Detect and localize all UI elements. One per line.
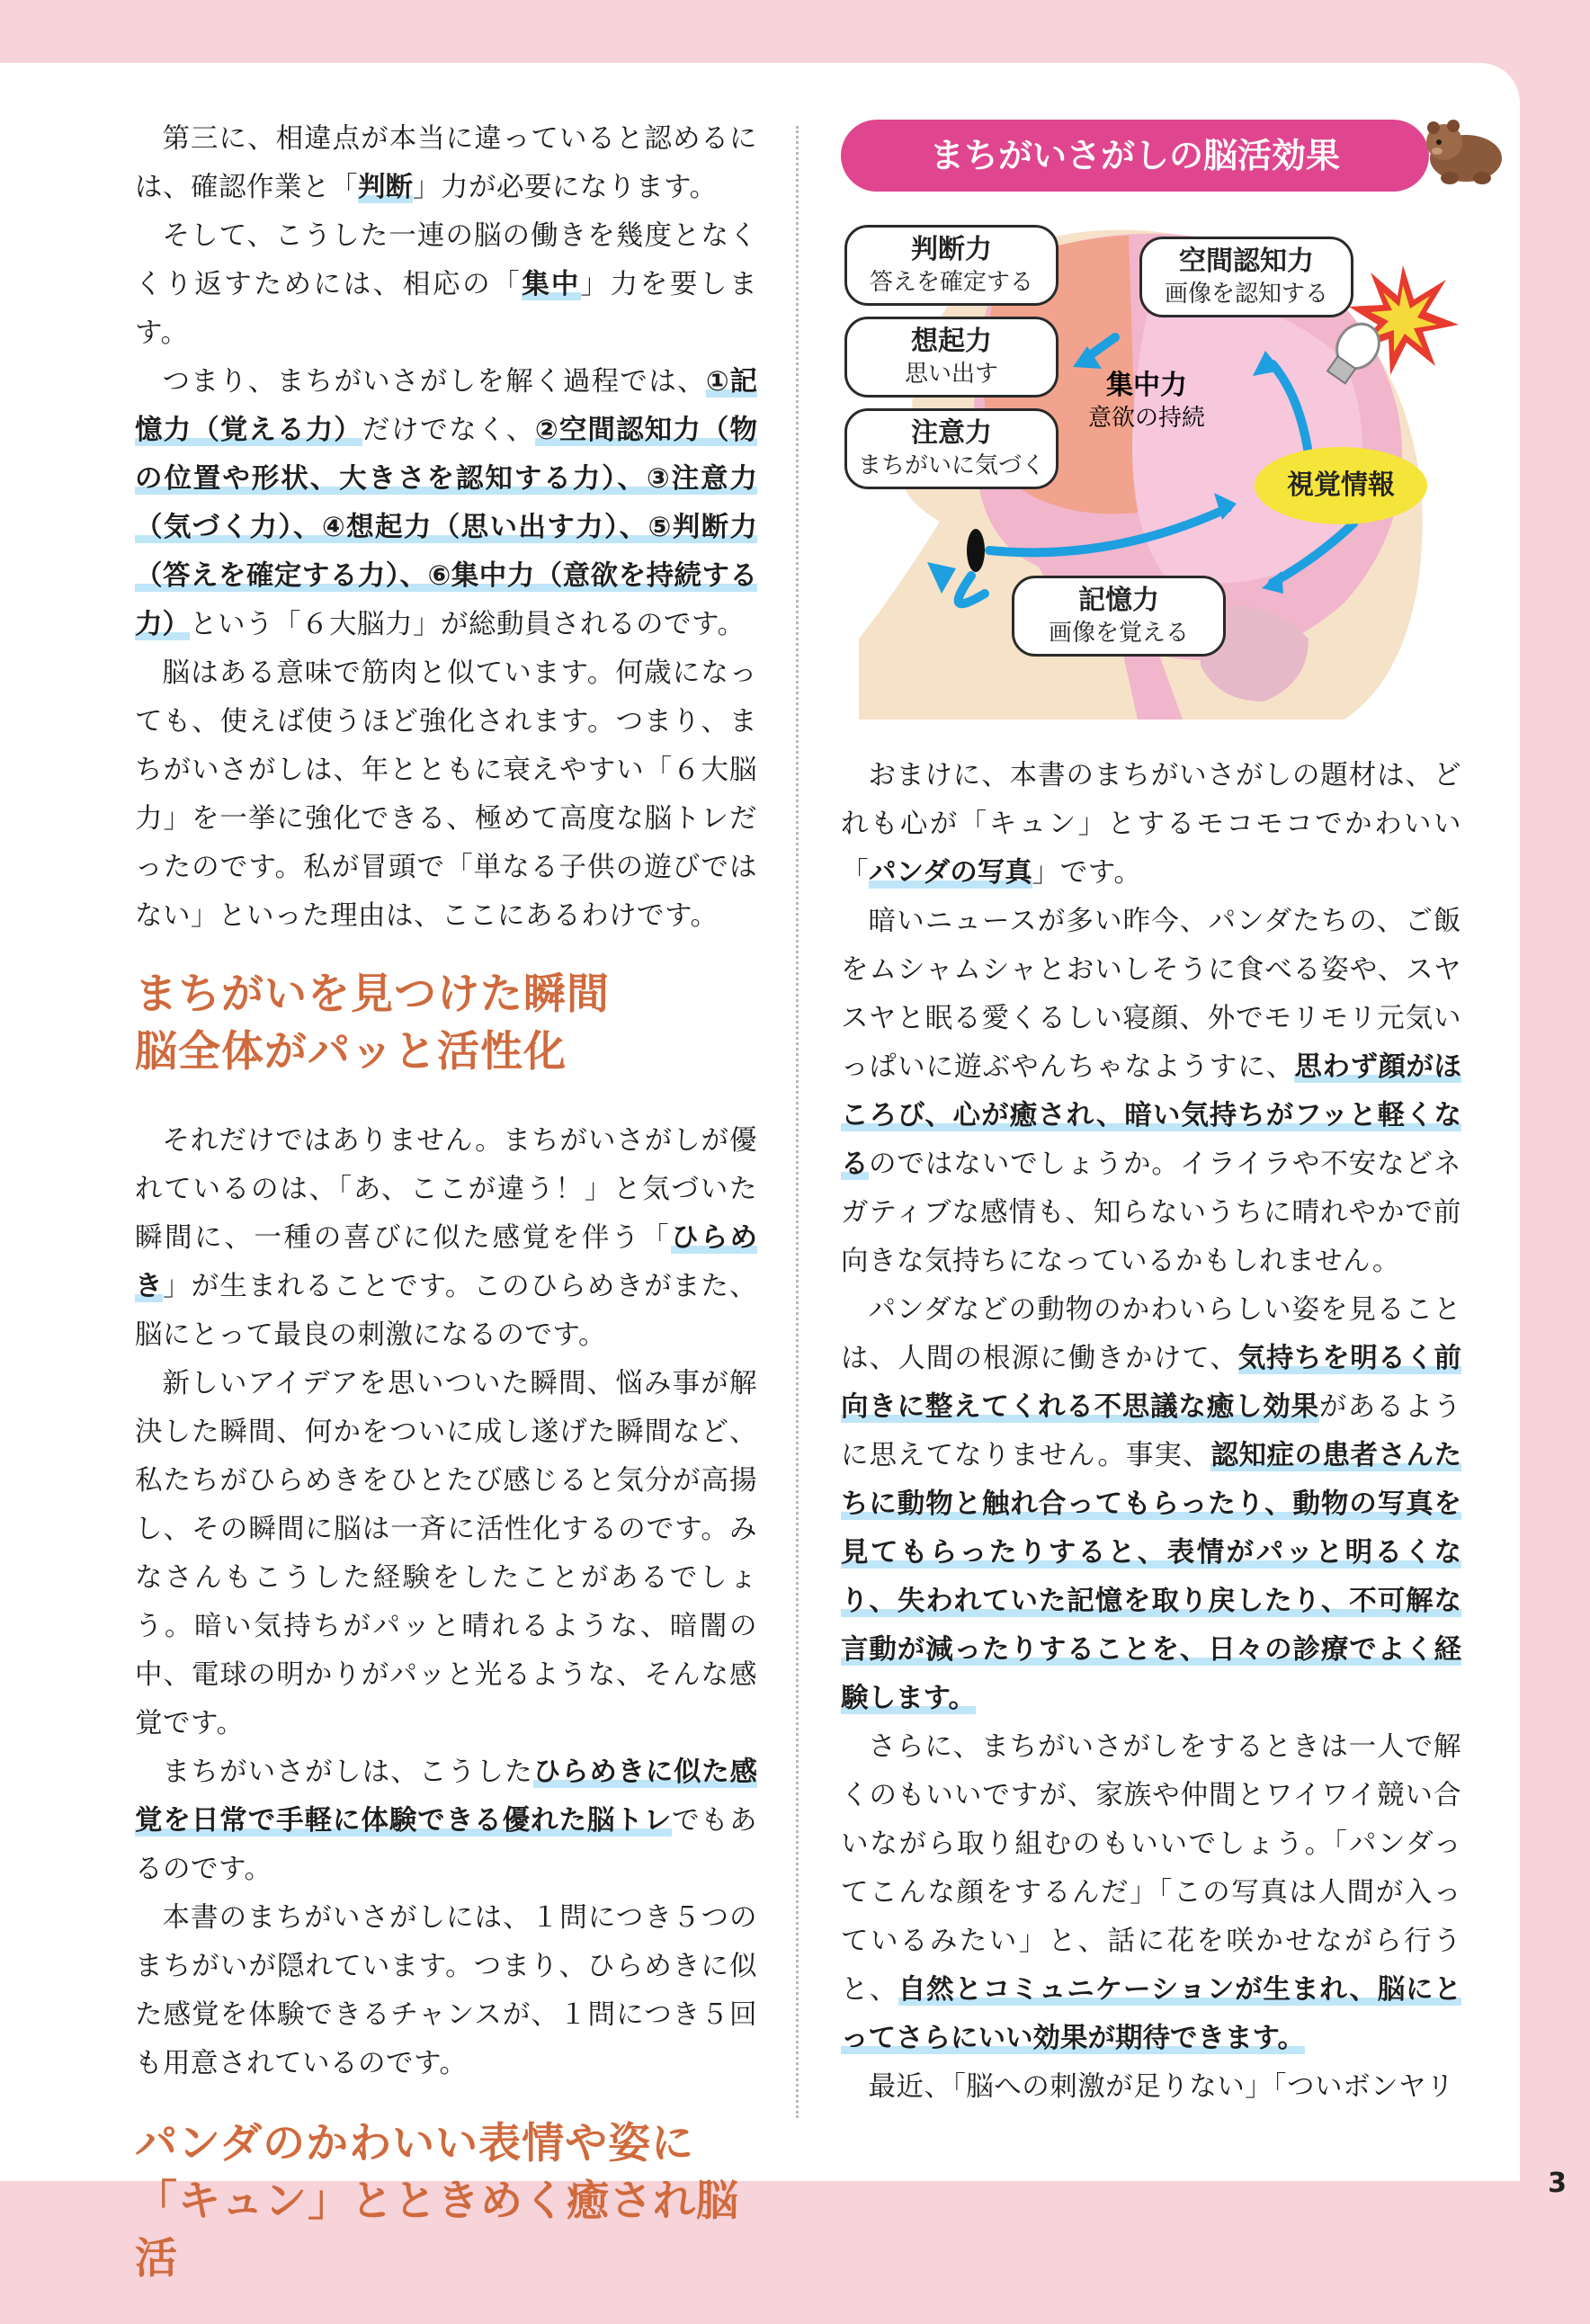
paragraph: 暗いニュースが多い昨今、パンダたちの、ご飯をムシャムシャとおいしそうに食べる姿や、スヤスヤと眠る愛くるしい寝顔、外でモリモリ元気いっぱいに遊ぶやんちゃなようすに、思わず顔がほころび、心が癒され、暗い気持ちがフッと軽くなるのではないでしょうか。イライラや不安などネガティブな感情も、知らないうちに晴れやかで前向きな気持ちになっているかもしれません。	[841, 906, 1462, 1277]
judgment-box: 判断力 答えを確定する	[844, 225, 1059, 306]
highlight: 認知症の患者さんたちに動物と触れ合ってもらったり、動物の写真を見てもらったりすると、表情がパッと明るくなり、失われていた記憶を取り戻したり、不可解な言動が減ったりすることを、日々の診療でよく経験します。	[841, 1440, 1461, 1714]
concentration-label: 集中力 意欲の持続	[1087, 370, 1205, 432]
paragraph: つまり、まちがいさがしを解く過程では、①記憶力（覚える力）だけでなく、②空間認知力（物の位置や形状、大きさを認知する力）、③注意力（気づく力）、④想起力（思い出す力）、⑤判断力（答えを確定する力）、⑥集中力（意欲を持続する力）という「６大脳力」が総動員されるのです。	[135, 366, 758, 640]
highlight: ひらめきに似た感覚を日常で手軽に体験できる優れた脳トレ	[135, 1756, 758, 1837]
paragraph: さらに、まちがいさがしをするときは一人で解くのもいいですが、家族や仲間とワイワイ競い合いながら取り組むのもいいでしょう。「パンダってこんな顔をするんだ」「この写真は人間が入っているみたい」と、話に花を咲かせながら行うと、自然とコミュニケーションが生まれ、脳にとってさらにいい効果が期待できます。	[841, 1731, 1462, 2054]
visual-info-label: 視覚情報	[1255, 447, 1427, 524]
paragraph: 脳はある意味で筋肉と似ています。何歳になっても、使えば使うほど強化されます。つまり、まちがいさがしは、年とともに衰えやすい「６大脳力」を一挙に強化できる、極めて高度な脳トレだったのです。私が冒頭で「単なる子供の遊びではない」といった理由は、ここにあるわけです。	[135, 657, 757, 932]
section-heading: まちがいを見つけた瞬間 脳全体がパッと活性化	[135, 970, 610, 1077]
paragraph: そして、こうした一連の脳の働きを幾度となくくり返すためには、相応の「集中」力を要します。	[135, 220, 758, 349]
highlight: 思わず顔がほころび、心が癒され、暗い気持ちがフッと軽くなる	[841, 1051, 1462, 1180]
highlight: 集中	[522, 269, 581, 300]
paragraph: 新しいアイデアを思いついた瞬間、悩み事が解決した瞬間、何かをついに成し遂げた瞬間など、私たちがひらめきをひとたび感じると気分が高揚し、その瞬間に脳は一斉に活性化するのです。みなさんもこうした経験をしたことがあるでしょう。暗い気持ちがパッと晴れるような、暗闇の中、電球の明かりがパッと光るような、そんな感覚です。	[135, 1368, 757, 1739]
left-column	[135, 115, 757, 2324]
paragraph: パンダなどの動物のかわいらしい姿を見ることは、人間の根源に働きかけて、気持ちを明るく前向きに整えてくれる不思議な癒し効果があるように思えてなりません。事実、認知症の患者さんたちに動物と触れ合ってもらったり、動物の写真を見てもらったりすると、表情がパッと明るくなり、失われていた記憶を取り戻したり、不可解な言動が減ったりすることを、日々の診療でよく経験します。	[841, 1294, 1462, 1714]
paragraph: まちがいさがしは、こうしたひらめきに似た感覚を日常で手軽に体験できる優れた脳トレでもあるのです。	[135, 1756, 758, 1885]
highlight: 自然とコミュニケーションが生まれ、脳にとってさらにいい効果が期待できます。	[841, 1974, 1462, 2054]
column-divider	[796, 126, 799, 2118]
brain-diagram	[841, 216, 1470, 720]
paragraph: おまけに、本書のまちがいさがしの題材は、どれも心が「キュン」とするモコモコでかわいい「パンダの写真」です。	[841, 760, 1461, 889]
highlight: ひらめき	[135, 1222, 757, 1302]
attention-box: 注意力 まちがいに気づく	[844, 408, 1059, 489]
paragraph: 本書のまちがいさがしには、１問につき５つのまちがいが隠れています。つまり、ひらめきに似た感覚を体験できるチャンスが、１問につき５回も用意されているのです。	[135, 1902, 757, 2079]
highlight: 気持ちを明るく前向きに整えてくれる不思議な癒し効果	[841, 1343, 1461, 1423]
highlight: パンダの写真	[869, 857, 1032, 889]
paragraph: 第三に、相違点が本当に違っていると認めるには、確認作業と「判断」力が必要になります。	[135, 123, 757, 203]
highlight: ①記憶力（覚える力）	[135, 366, 758, 446]
section-heading: パンダのかわいい表情や姿に 「キュン」とときめく癒され脳活	[135, 2119, 739, 2284]
right-column	[841, 752, 1461, 2112]
recall-box: 想起力 思い出す	[844, 317, 1059, 398]
paragraph: 最近、「脳への刺激が足りない」「ついボンヤリ	[868, 2071, 1454, 2103]
memory-box: 記憶力 画像を覚える	[1012, 576, 1226, 657]
spatial-box: 空間認知力 画像を認知する	[1139, 237, 1353, 317]
bear-icon	[1423, 115, 1505, 187]
paragraph: それだけではありません。まちがいさがしが優れているのは、「あ、ここが違う！」と気づいた瞬間に、一種の喜びに似た感覚を伴う「ひらめき」が生まれることです。このひらめきがまた、脳にとって最良の刺激になるのです。	[135, 1125, 758, 1351]
sidebar-title: まちがいさがしの脳活効果	[841, 120, 1429, 192]
highlight: ②空間認知力（物の位置や形状、大きさを認知する力）、③注意力（気づく力）、④想起力（思い出す力）、⑤判断力（答えを確定する力）、⑥集中力（意欲を持続する力）	[135, 415, 758, 640]
page-number: 3	[1548, 2168, 1567, 2199]
highlight: 判断	[358, 172, 413, 203]
